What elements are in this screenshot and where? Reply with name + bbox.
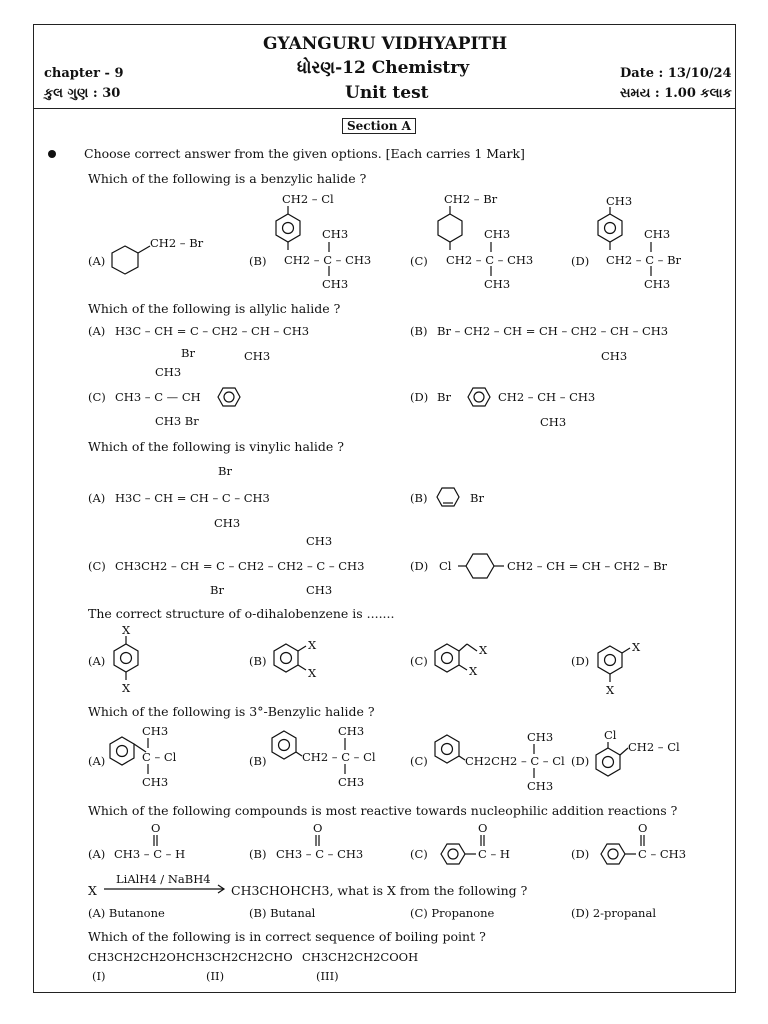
q4c-x1: X — [479, 643, 488, 657]
cyclohexane-ring-icon — [466, 554, 494, 578]
q4-label-c: (C) — [410, 654, 428, 668]
q8-numeral-1: (I) — [92, 969, 106, 983]
q8-compound-2: CH3CH2CH2CHO — [186, 950, 293, 964]
benzene-ring-icon — [274, 644, 298, 672]
q5-label-a: (A) — [88, 754, 106, 768]
instruction-text: Choose correct answer from the given options. [Each carries 1 Mark] — [84, 146, 525, 161]
q6a-o: O — [151, 821, 161, 835]
q7-start: X — [88, 883, 97, 898]
question-1-text: Which of the following is a benzylic halide ? — [88, 171, 367, 186]
benzene-ring-icon — [272, 731, 296, 759]
q2c-ch3-top: CH3 — [155, 365, 182, 379]
q6d-structure — [594, 822, 704, 868]
chapter-label: chapter - 9 — [44, 66, 124, 81]
q1c-ch3-bottom: CH3 — [484, 277, 511, 291]
q1d-chain: CH2 – C – Br — [606, 253, 682, 267]
q1d-structure — [590, 192, 710, 292]
q5-label-d: (D) — [571, 754, 590, 768]
q1c-top: CH2 – Br — [444, 192, 498, 206]
q1b-structure — [268, 192, 388, 292]
q8-compound-1: CH3CH2CH2OH — [88, 950, 186, 964]
q7-reagent: LiAlH4 / NaBH4 — [116, 872, 211, 886]
q7-option-c: (C) Propanone — [410, 906, 495, 920]
q2a-formula: H3C – CH = C – CH2 – CH – CH3 — [115, 324, 310, 338]
q3d-chain: CH2 – CH = CH – CH2 – Br — [507, 559, 668, 573]
q6b-formula: CH3 – C – CH3 — [276, 847, 364, 861]
q6-label-d: (D) — [571, 847, 590, 861]
q2b-ch3: CH3 — [601, 349, 628, 363]
q8-numeral-2: (II) — [206, 969, 225, 983]
total-marks: કુલ ગુણ : 30 — [44, 86, 121, 101]
q2c-formula: CH3 – C — CH — [115, 390, 201, 404]
q2b-formula: Br – CH2 – CH = CH – CH2 – CH – CH3 — [437, 324, 669, 338]
q6c-o: O — [478, 821, 488, 835]
q1-label-a: (A) — [88, 254, 106, 268]
q1-label-d: (D) — [571, 254, 590, 268]
q5a-formula: C – Cl — [142, 750, 177, 764]
q4d-x1: X — [632, 640, 641, 654]
reaction-arrow-icon — [104, 884, 228, 894]
cyclohexane-ring-icon — [112, 246, 138, 274]
question-8-text: Which of the following is in correct sequence of boiling point ? — [88, 929, 486, 944]
q1d-ch3-bottom: CH3 — [644, 277, 671, 291]
q4a-x-top: X — [122, 623, 131, 637]
cyclohexane-ring-icon — [438, 214, 462, 242]
q7-option-d: (D) 2-propanal — [571, 906, 656, 920]
q5-label-c: (C) — [410, 754, 428, 768]
benzene-ring-icon — [276, 214, 300, 242]
q3c-ch3-bottom: CH3 — [306, 583, 333, 597]
q5c-structure — [433, 728, 573, 798]
q5b-ch3-top: CH3 — [338, 724, 365, 738]
q2c-sub: CH3 Br — [155, 414, 199, 428]
q6b-structure — [274, 822, 384, 862]
q2-label-d: (D) — [410, 390, 429, 404]
q5d-structure — [594, 728, 704, 778]
q4-label-a: (A) — [88, 654, 106, 668]
q6d-formula: C – CH3 — [638, 847, 687, 861]
q3-label-c: (C) — [88, 559, 106, 573]
benzene-ring-icon — [218, 388, 240, 406]
q6c-formula: C – H — [478, 847, 510, 861]
q2d-benzene — [462, 385, 496, 411]
q1a-cyclohexyl-structure — [110, 232, 210, 282]
q5d-cl: Cl — [604, 728, 617, 742]
question-3-text: Which of the following is vinylic halide ? — [88, 439, 344, 454]
q2d-chain: CH2 – CH – CH3 — [498, 390, 596, 404]
question-5-text: Which of the following is 3°-Benzylic halide ? — [88, 704, 375, 719]
q3d-cyclohexane — [456, 550, 506, 584]
benzene-ring-icon — [114, 644, 138, 672]
q1d-ch3-top: CH3 — [644, 227, 671, 241]
q1-label-c: (C) — [410, 254, 428, 268]
q5c-ch3-top: CH3 — [527, 730, 554, 744]
benzene-ring-icon — [598, 646, 622, 674]
q2-label-c: (C) — [88, 390, 106, 404]
benzene-ring-icon — [435, 644, 459, 672]
q4b-x1: X — [308, 638, 317, 652]
q1b-ch3-bottom: CH3 — [322, 277, 349, 291]
q5b-ch3-bottom: CH3 — [338, 775, 365, 789]
question-2-text: Which of the following is allylic halide ? — [88, 301, 341, 316]
benzene-ring-icon — [468, 388, 490, 406]
q3-label-a: (A) — [88, 491, 106, 505]
q3a-br: Br — [218, 464, 232, 478]
q6-label-a: (A) — [88, 847, 106, 861]
q5-label-b: (B) — [249, 754, 267, 768]
q3d-cl: Cl — [439, 559, 452, 573]
q1b-top: CH2 – Cl — [282, 192, 334, 206]
q4a-x-bottom: X — [122, 681, 131, 695]
q3a-formula: H3C – CH = CH – C – CH3 — [115, 491, 270, 505]
q3b-br: Br — [470, 491, 484, 505]
q4d-meta-structure — [594, 640, 654, 700]
q5b-formula: CH2 – C – Cl — [302, 750, 376, 764]
q7-option-b: (B) Butanal — [249, 906, 316, 920]
q2d-ch3: CH3 — [540, 415, 567, 429]
header-divider — [33, 108, 736, 109]
q1d-top: CH3 — [606, 194, 633, 208]
test-date: Date : 13/10/24 — [620, 66, 732, 81]
q8-numeral-3: (III) — [316, 969, 339, 983]
q2-label-a: (A) — [88, 324, 106, 338]
q3c-br: Br — [210, 583, 224, 597]
q5b-structure — [270, 724, 390, 794]
q6a-structure — [112, 822, 202, 862]
q3a-ch3: CH3 — [214, 516, 241, 530]
q6d-o: O — [638, 821, 648, 835]
q6b-o: O — [313, 821, 323, 835]
q2-label-b: (B) — [410, 324, 428, 338]
q4d-x2: X — [606, 683, 615, 697]
q6-label-c: (C) — [410, 847, 428, 861]
q4c-structure — [433, 638, 503, 682]
q1c-chain: CH2 – C – CH3 — [446, 253, 534, 267]
q5c-ch3-bottom: CH3 — [527, 779, 554, 793]
q5a-ch3-bottom: CH3 — [142, 775, 169, 789]
q4-label-d: (D) — [571, 654, 590, 668]
benzene-ring-icon — [110, 737, 134, 765]
benzene-ring-icon — [596, 748, 620, 776]
q1b-ch3-top: CH3 — [322, 227, 349, 241]
q3c-ch3-top: CH3 — [306, 534, 333, 548]
benzene-ring-icon — [435, 735, 459, 763]
q1b-chain: CH2 – C – CH3 — [284, 253, 372, 267]
school-name: GYANGURU VIDHYAPITH — [263, 34, 508, 54]
q6a-formula: CH3 – C – H — [114, 847, 186, 861]
q2a-br: Br — [181, 346, 195, 360]
q3-label-b: (B) — [410, 491, 428, 505]
q4a-para-structure — [110, 624, 150, 696]
q3-label-d: (D) — [410, 559, 429, 573]
q4c-x2: X — [469, 664, 478, 678]
q1a-formula: CH2 – Br — [150, 236, 204, 250]
bullet-icon — [48, 150, 56, 158]
q5a-structure — [108, 724, 198, 794]
q4b-x2: X — [308, 666, 317, 680]
section-heading: Section A — [342, 118, 416, 134]
q8-compound-3: CH3CH2CH2COOH — [302, 950, 419, 964]
q5d-chain: CH2 – Cl — [628, 740, 680, 754]
question-4-text: The correct structure of o-dihalobenzene is ....... — [88, 606, 395, 621]
test-time: સમય : 1.00 કલાક — [620, 86, 732, 101]
q5a-ch3-top: CH3 — [142, 724, 169, 738]
q3b-cyclohexene — [433, 485, 463, 511]
q2d-br: Br — [437, 390, 451, 404]
q1-label-b: (B) — [249, 254, 267, 268]
benzene-ring-icon — [441, 844, 465, 864]
q2c-benzene — [214, 385, 244, 411]
q4-label-b: (B) — [249, 654, 267, 668]
q5c-formula: CH2CH2 – C – Cl — [465, 754, 565, 768]
benzene-ring-icon — [601, 844, 625, 864]
q1c-structure — [430, 192, 550, 292]
question-6-text: Which of the following compounds is most reactive towards nucleophilic addition reactions ? — [88, 803, 678, 818]
q2a-ch3: CH3 — [244, 349, 271, 363]
q7-option-a: (A) Butanone — [88, 906, 165, 920]
q6c-structure — [434, 822, 534, 868]
q3c-formula: CH3CH2 – CH = C – CH2 – CH2 – C – CH3 — [115, 559, 365, 573]
class-subject: ધોરણ-12 Chemistry — [297, 58, 470, 78]
q6-label-b: (B) — [249, 847, 267, 861]
benzene-ring-icon — [598, 214, 622, 242]
q4b-ortho-structure — [272, 638, 332, 682]
test-title: Unit test — [345, 83, 429, 103]
q7-product: CH3CHOHCH3, what is X from the following ? — [231, 883, 528, 898]
q1c-ch3-top: CH3 — [484, 227, 511, 241]
